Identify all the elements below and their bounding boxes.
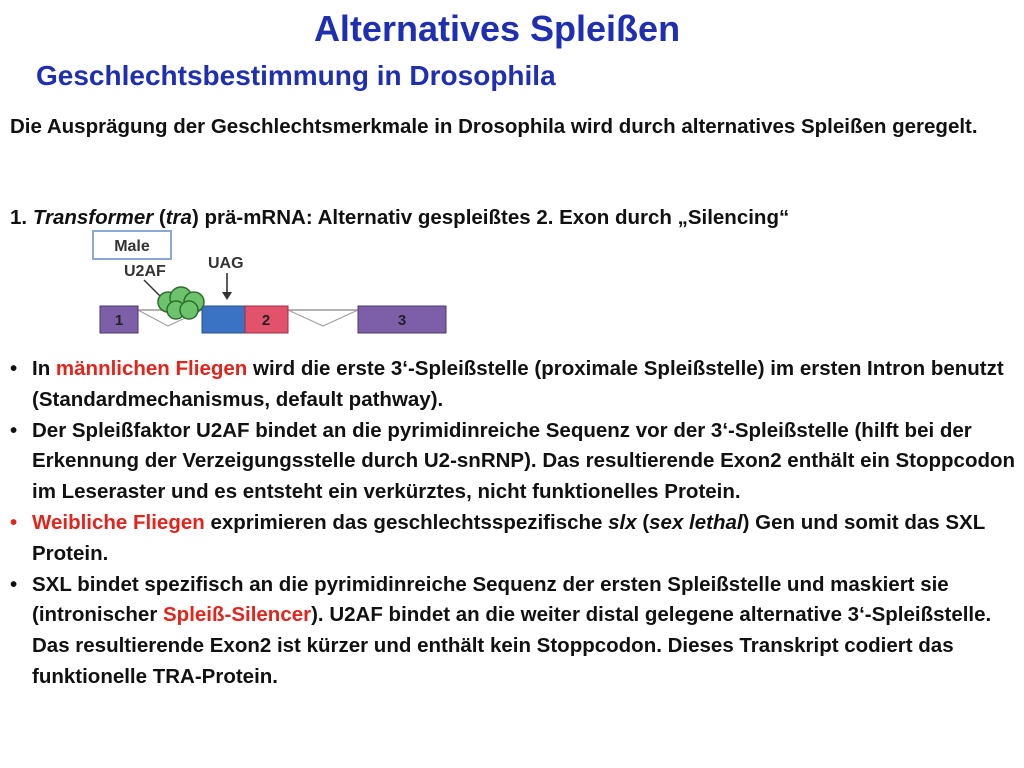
paren-open: (: [153, 206, 166, 229]
bullet-marker: •: [10, 572, 18, 596]
point-1-rest: ) prä-mRNA: Alternativ gespleißtes 2. Exon durch „Silencing“: [191, 206, 790, 229]
bullet-text: exprimieren das geschlechtsspezifische: [204, 510, 609, 534]
gene-name: Transformer: [32, 206, 154, 229]
exon-3-label: 3: [397, 312, 407, 329]
bullet-text: ). U2AF bindet an die weiter distal gelegene alternative 3‘-Spleißstelle. Das resultierende Exon2 ist kürzer und enthält kein Stoppcodon. Dieses Transkript codiert das funktionelle TRA-Protein.: [32, 603, 992, 688]
bullet-text: SXL bindet spezifisch an die pyrimidinreiche Sequenz der ersten Spleißstelle und maskiert sie (intronischer: [32, 572, 949, 627]
u2af-label: U2AF: [124, 263, 166, 280]
bullet-text: ) Gen und somit das SXL Protein.: [32, 510, 985, 565]
exon-2-extension: [202, 306, 245, 333]
bullet-list: [10, 354, 1020, 693]
bullet-text: Der Spleißfaktor U2AF bindet an die pyrimidinreiche Sequenz vor der 3‘-Spleißstelle (hilft bei der Erkennung der Verzeigungsstelle durch U2-snRNP). Das resultierende Exon2 enthält ein Stoppcodon im Leseraster und es entsteht ein verkürztes, nicht funktionelles Protein.: [32, 418, 1016, 504]
uag-label: UAG: [208, 255, 244, 272]
splicing-diagram: [88, 228, 458, 340]
gene-abbr: tra: [165, 206, 192, 229]
bullet-marker: •: [10, 510, 18, 534]
bullet-text: In: [32, 357, 56, 380]
bullet-text: (: [636, 510, 650, 534]
highlight-female-flies: Weibliche Fliegen: [32, 510, 205, 534]
slide-title: Alternatives Spleißen: [313, 8, 681, 49]
bullet-u2af: [10, 416, 1020, 508]
bullet-marker: •: [10, 357, 18, 380]
u2af-factor-shape: [158, 287, 204, 319]
point-number: 1.: [10, 206, 28, 229]
bullet-female-flies: [10, 508, 1020, 570]
highlight-splice-silencer: Spleiß-Silencer: [163, 603, 312, 627]
intron-2-splice-line: [288, 310, 358, 326]
uag-arrow-head: [222, 292, 232, 300]
bullet-male-flies: [10, 354, 1020, 416]
exon-1-label: 1: [114, 312, 124, 329]
intro-paragraph: Die Ausprägung der Geschlechtsmerkmale in Drosophila wird durch alternatives Spleißen geregelt.: [10, 115, 978, 138]
bullet-sxl: [10, 570, 1020, 693]
exon-2-label: 2: [261, 312, 271, 329]
gene-sex-lethal: sex lethal: [649, 510, 743, 534]
highlight-male-flies: männlichen Fliegen: [55, 357, 248, 380]
slide-subtitle: Geschlechtsbestimmung in Drosophila: [36, 60, 556, 91]
bullet-marker: •: [10, 418, 18, 442]
bullet-text: wird die erste 3‘-Spleißstelle (proximale Spleißstelle) im ersten Intron benutzt (Standardmechanismus, default pathway).: [32, 357, 1004, 411]
gene-slx: slx: [608, 510, 637, 534]
male-box-label: Male: [114, 238, 150, 255]
